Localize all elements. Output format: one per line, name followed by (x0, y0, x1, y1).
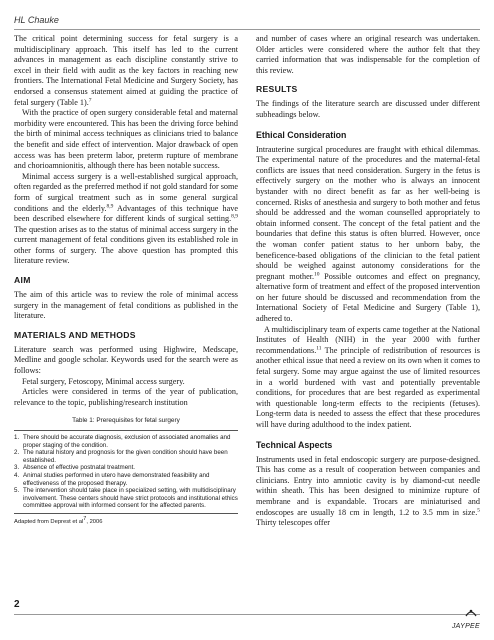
table-item: 3. Absence of effective postnatal treatment. (14, 464, 136, 472)
publisher-name: JAYPEE (451, 623, 480, 630)
keywords-line: Fetal surgery, Fetoscopy, Minimal access surgery. (22, 376, 185, 386)
table-item: 4. Animal studies performed in utero have demonstrated feasibility and effectiveness of the proposed therapy. (14, 471, 210, 487)
technical-paragraph: Instruments used in fetal endoscopic surgery are purpose-designed. This has come as a result of cooperation between companies and clinicians. Entry into amniotic cavity is by diamond-cut needle within sheath. This has been designed to minimize rupture of membrane and is expandable. Trocars are miniaturised and endoscopes are usually 18 cm in length, 1.2 to 3.5 mm in size.$^5$ Thirty telescopes offer (256, 454, 480, 528)
ethical-heading: Ethical Consideration (256, 129, 347, 140)
results-heading: RESULTS (256, 84, 298, 95)
jaypee-logo-icon (464, 608, 478, 618)
nih-paragraph: A multidisciplinary team of experts came together at the National Institutes of Health (NIH) in the year 2000 with further recommendations.$^{11}$ The principle of redistribution of resources is another ethical issue that need a review on its own when it comes to fetal surgery. Some may argue against the use of limited resources in a world burdened with vast and potentially preventable conditions, for procedures that are best regarded as experimental with questionable long-term effects to the recipients (fetuses). Long-term data is needed to assess the effect that these procedures will have during adulthood to the index patient. (256, 324, 480, 429)
aim-paragraph: The aim of this article was to review the role of minimal access surgery in the management of fetal conditions as published in the literature. (14, 290, 238, 321)
table-caption: Table 1: Prerequisites for fetal surgery (14, 416, 238, 431)
right-column (256, 34, 480, 529)
intro-paragraph: The critical point determining success for fetal surgery is a multidisciplinary approach. This itself has led to the current advances in management as each discipline constantly strive to excel in their field with audit as the key factors in reaching new frontiers. The International Fetal Medicine and Surgery Society, has endorsed a consensus statement aimed at guiding the practice of fetal surgery (Table 1).$^7$ (14, 34, 238, 107)
page-number: 2 (14, 599, 20, 610)
table-source-note: Adapted from Deprest et $al^7$, 2006 (14, 516, 103, 525)
left-column (14, 34, 238, 528)
ethical-paragraph: Intrauterine surgical procedures are fraught with ethical dilemmas. The experimental nature of the procedures and the maternal-fetal conflicts are issues that need consideration. Surgery in the fetus is effectively surgery on the mother who is always an innocent bystander with no direct benefit as far as her well-being is concerned. Risks of anesthesia and surgery to both mother and fetus should be addressed and the woman counselled appropriately to obtain informed consent. The concept of the fetal patient and the boundaries that define this status is often blurred. However, once the woman confer patient status to her unborn baby, the beneficence-based obligations of the clinician to the fetal patient should be weighed against autonomy considerations for the pregnant mother.$^{10}$ Possible outcomes and effect on pregnancy, alternative form of treatment and effect of the proposed intervention on her future should be discussed and recommendation from the International Society of Fetal Medicine and Surgery (Table 1), adhered to. (256, 144, 480, 324)
header-rule (14, 29, 480, 30)
running-header-author: HL Chauke (14, 15, 59, 25)
aim-heading: AIM (14, 275, 31, 286)
table-items (14, 431, 238, 513)
methods-heading: MATERIALS AND METHODS (14, 329, 136, 340)
minimal-access-paragraph: Minimal access surgery is a well-established surgical approach, often regarded as the preferred method if not gold standard for some form of surgical treatment such as in some general surgical conditions and the elderly.$^{8,9}$ Advantages of this technique have been described elsewhere for different kinds of surgical setting.$^{8,9}$ The question arises as to the status of minimal access surgery in the current management of fetal conditions given its established role in other forms of surgery. The above question has prompted this literature review. (14, 171, 238, 266)
prerequisites-table (14, 416, 238, 527)
table-item: 2. The natural history and prognosis for the given condition should have been established. (14, 449, 228, 464)
methods-paragraph: Literature search was performed using Highwire, Medscape, Medline and google scholar. Keywords used for the search were as follows: (14, 344, 238, 376)
publisher-logo (432, 608, 480, 630)
results-paragraph: The findings of the literature search are discussed under different subheadings below. (256, 99, 480, 119)
articles-criteria-paragraph: Articles were considered in terms of the year of publication, relevance to the topic, publishing/research institution (14, 387, 238, 407)
technical-heading: Technical Aspects (256, 439, 333, 450)
table-item: 1. There should be accurate diagnosis, exclusion of associated anomalies and proper staging of the condition. (14, 434, 231, 449)
continued-paragraph: and number of cases where an original research was undertaken. Older articles were considered where the author felt that they carried information that was indispensable for the completion of this review. (256, 34, 480, 75)
open-surgery-paragraph: With the practice of open surgery considerable fetal and maternal morbidity were encountered. This has been the driving force behind the birth of minimal access techniques as clinicians tried to balance the benefit and side effect of intervention. Major drawback of open access was has been preterm labor, preterm rupture of membrane and chorioamnionitis, although there has been notable success. (14, 108, 238, 171)
footer-rule (14, 614, 480, 615)
table-item: 5. The intervention should take place in specialized setting, with multidisciplinary involvement. These centers should have strict protocols and institutional ethics committee approval with informed consent for the affected parents. (14, 487, 238, 510)
